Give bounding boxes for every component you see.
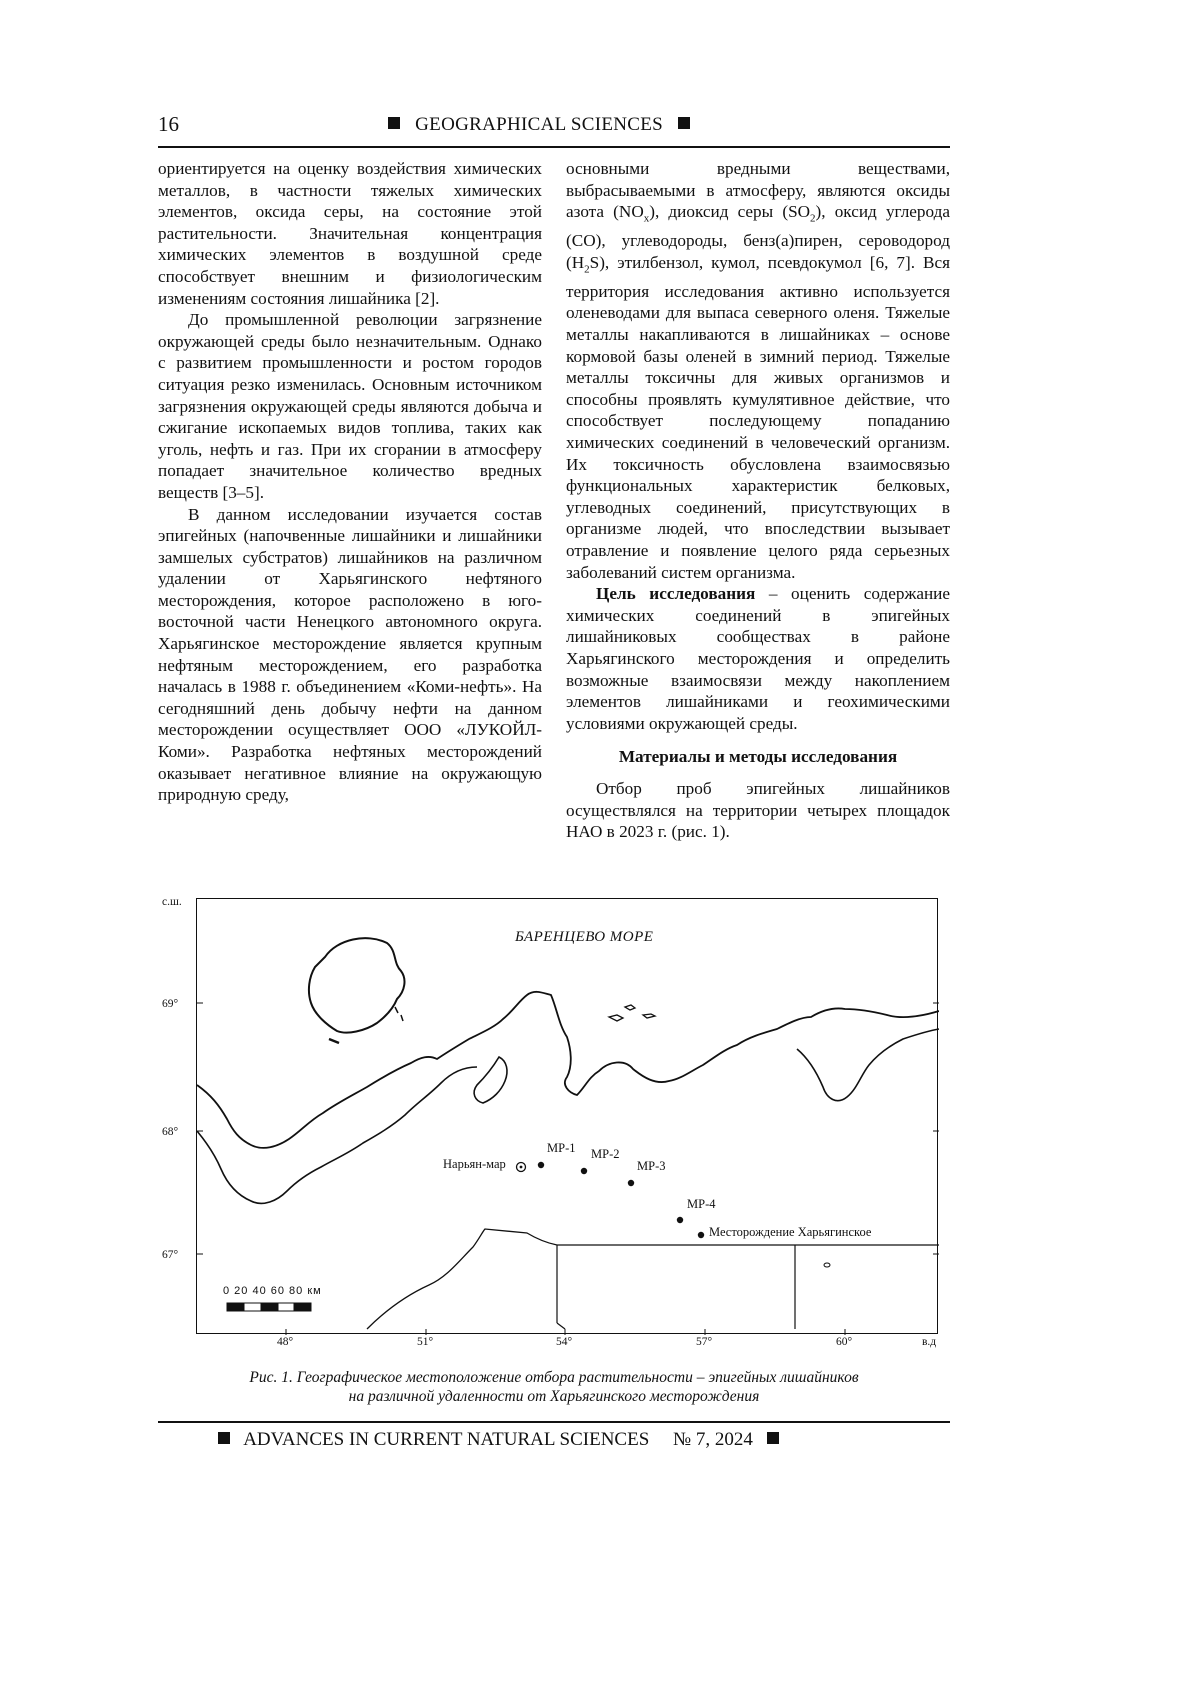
square-bullet-icon [388,117,400,129]
issue-number: № 7, 2024 [673,1429,753,1450]
coastline-bay [474,1057,507,1103]
map-area [196,898,938,1334]
sample-point-mp2 [581,1168,587,1174]
paragraph [566,158,950,583]
journal-name: ADVANCES IN CURRENT NATURAL SCIENCES [243,1429,650,1450]
paragraph [566,583,950,734]
subscript: x [643,212,650,225]
text-span: основными вредными веществами, выбрасываемыми в атмосферу, являются оксиды азота (NO [566,159,950,222]
oil-field-label: Месторождение Харьягинское [709,1225,872,1239]
left-column [158,158,542,806]
coastline-south [197,1067,477,1203]
scale-bar [227,1303,311,1311]
page-number: 16 [158,112,179,136]
city-label: Нарьян-мар [443,1157,506,1171]
square-bullet-icon [218,1432,230,1444]
map-figure [158,892,950,1348]
running-header [158,112,950,148]
section-title-text: GEOGRAPHICAL SCIENCES [415,114,664,135]
section-title [388,114,690,136]
lat-tick: 68° [162,1126,179,1138]
point-label: МР-1 [547,1141,576,1155]
lon-axis-title: в.д [922,1336,937,1348]
lon-tick: 60° [836,1336,853,1348]
map-outline [197,899,939,1335]
figure-caption [158,1368,950,1406]
square-bullet-icon [767,1432,779,1444]
sea-label: БАРЕНЦЕВО МОРЕ [515,929,654,945]
lat-tick: 69° [162,998,179,1010]
bold-lead: Цель исследования [596,584,756,604]
paragraph: В данном исследовании изучается состав эпигейных (напочвенные лишайники и лишайники замшелых субстратов) лишайников на различном удалении от Харьягинского нефтяного месторождения, которое расположено в юго-восточной части Ненецкого автономного округа. Харьягинское месторождение является крупным нефтяным месторождением, его разработка началась в 1988 г. объединением «Коми-нефть». На сегодняшний день добычу нефти на данном месторождении осуществляет ООО «ЛУКОЙЛ-Коми». Разработка нефтяных месторождений оказывает негативное влияние на окружающую природную среду, [158,504,542,805]
lon-tick: 51° [417,1336,434,1348]
text-span: – оценить содержание химических соединений в эпигейных лишайниковых сообществах в районе Харьягинского месторождения и определить возможные взаимосвязи между накоплением элементов лишайниками и геохимическими условиями окружающей среды. [566,584,951,733]
subscript: 2 [810,212,816,225]
point-label: МР-4 [687,1197,716,1211]
running-footer [158,1421,950,1457]
text-span: ), диоксид серы (SO [649,202,811,222]
lon-tick: 54° [556,1336,573,1348]
text-span: S), этилбензол, кумол, псевдокумол [6, 7]. Вся территория исследования активно используется оленеводами для выпаса северного оленя. Тяжелые металлы накапливаются в лишайниках – основе кормовой базы оленей в зимний период. Тяжелые металлы токсичны для живых организмов и способны проявлять кумулятивное действие, что способствует последующему попаданию химических соединений в человеческий организм. Их токсичность обусловлена взаимосвязью функциональных характеристик белковых, углеводных соединений, присутствующих в организме людей, что впоследствии вызывает отравление и появление целого ряда серьезных заболеваний систем организма. [566,252,950,582]
sample-point-mp4 [677,1217,683,1223]
sample-point-mp3 [628,1180,634,1186]
kolguev-island [309,938,405,1032]
subscript: 2 [584,263,590,276]
paragraph: ориентируется на оценку воздействия химических металлов, в частности тяжелых химических элементов, оксида серы, на состояние этой растительности. Значительная концентрация химических элементов в воздушной среде способствует внешним и физиологическим изменениям состояния лишайника [2]. [158,159,542,308]
lon-tick: 57° [696,1336,713,1348]
lat-axis-title: с.ш. [162,896,182,908]
district-border [367,1229,939,1329]
paragraph: Отбор проб эпигейных лишайников осуществлялся на территории четырех площадок НАО в 2023 г. (рис. 1). [566,778,950,842]
section-heading: Материалы и методы исследования [618,747,898,767]
lon-tick: 48° [277,1336,294,1348]
coastline-east [797,1029,939,1101]
sample-point-mp1 [538,1162,544,1168]
text-span: ), оксид углерода (CO), углеводороды, бенз(а)пирен, сероводород (H [566,202,950,272]
scale-labels: 0 20 40 60 80 км [223,1285,322,1297]
lat-tick: 67° [162,1249,179,1261]
right-column [566,158,950,843]
square-bullet-icon [678,117,690,129]
point-label: МР-3 [637,1159,666,1173]
point-label: МР-2 [591,1147,620,1161]
paragraph: До промышленной революции загрязнение окружающей среды было незначительным. Однако с развитием промышленности и ростом городов ситуация резко изменилась. Основным источником загрязнения окружающей среды являются добыча и сжигание ископаемых видов топлива, таких как уголь, нефть и газ. При их сгорании в атмосферу попадает значительное количество вредных веществ [3–5]. [158,310,542,502]
caption-line: на различной удаленности от Харьягинского месторождения [348,1388,760,1405]
oil-field-point [698,1232,704,1238]
caption-line: Рис. 1. Географическое местоположение отбора растительности – эпигейных лишайников [249,1369,859,1386]
coastline [197,992,939,1148]
footer-text [218,1429,779,1451]
